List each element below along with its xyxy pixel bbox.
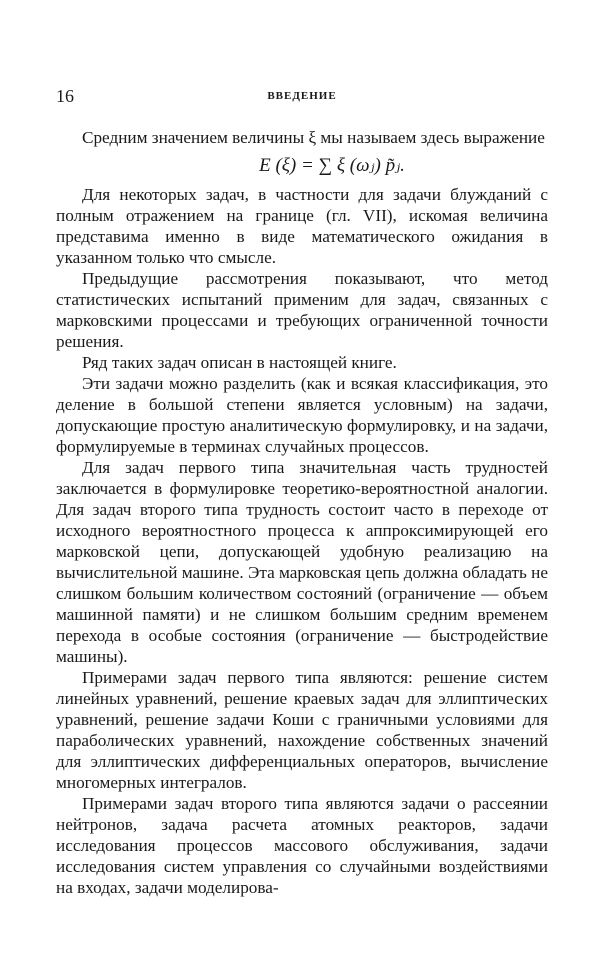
body-text <box>56 127 548 898</box>
paragraph-2: Для некоторых задач, в частности для задачи блужданий с полным отражением на границе (гл. VII), искомая величина представима именно в виде математического ожидания в указанном только что смысле. <box>56 185 548 267</box>
formula-expectation: E (ξ) = ∑ ξ (ωⱼ) p̃ⱼ. <box>259 155 405 176</box>
paragraph-1: Средним значением величины ξ мы называем здесь выражение <box>82 128 545 147</box>
paragraph-4: Ряд таких задач описан в настоящей книге. <box>82 353 397 372</box>
paragraph-7: Примерами задач первого типа являются: решение систем линейных уравнений, решение краевых задач для эллиптических уравнений, решение задачи Коши с граничными условиями для параболических уравнений, нахождение собственных значений для эллиптических дифференциальных операторов, вычисление многомерных интегралов. <box>56 668 548 792</box>
paragraph-5: Эти задачи можно разделить (как и всякая классификация, это деление в большой степени является условным) на задачи, допускающие простую аналитическую формулировку, и на задачи, формулируемые в терминах случайных процессов. <box>56 374 548 456</box>
paragraph-8: Примерами задач второго типа являются задачи о рассеянии нейтронов, задача расчета атомных реакторов, задачи исследования процессов массового обслуживания, задачи исследования систем управления со случайными воздействиями на входах, задачи моделирова- <box>56 794 548 897</box>
page-header <box>56 86 548 108</box>
running-title: ВВЕДЕНИЕ <box>267 90 337 102</box>
paragraph-6: Для задач первого типа значительная часть трудностей заключается в формулировке теоретико-вероятностной аналогии. Для задач второго типа трудность состоит часто в переходе от исходного вероятностного процесса к аппроксимирующей его марковской цепи, допускающей удобную реализацию на вычислительной машине. Эта марковская цепь должна обладать не слишком большим количеством состояний (ограничение — объем машинной памяти) и не слишком большим средним временем перехода в особые состояния (ограничение — быстродействие машины). <box>56 458 548 666</box>
paragraph-3: Предыдущие рассмотрения показывают, что метод статистических испытаний применим для задач, связанных с марковскими процессами и требующих ограниченной точности решения. <box>56 269 548 351</box>
page-number: 16 <box>56 86 74 106</box>
